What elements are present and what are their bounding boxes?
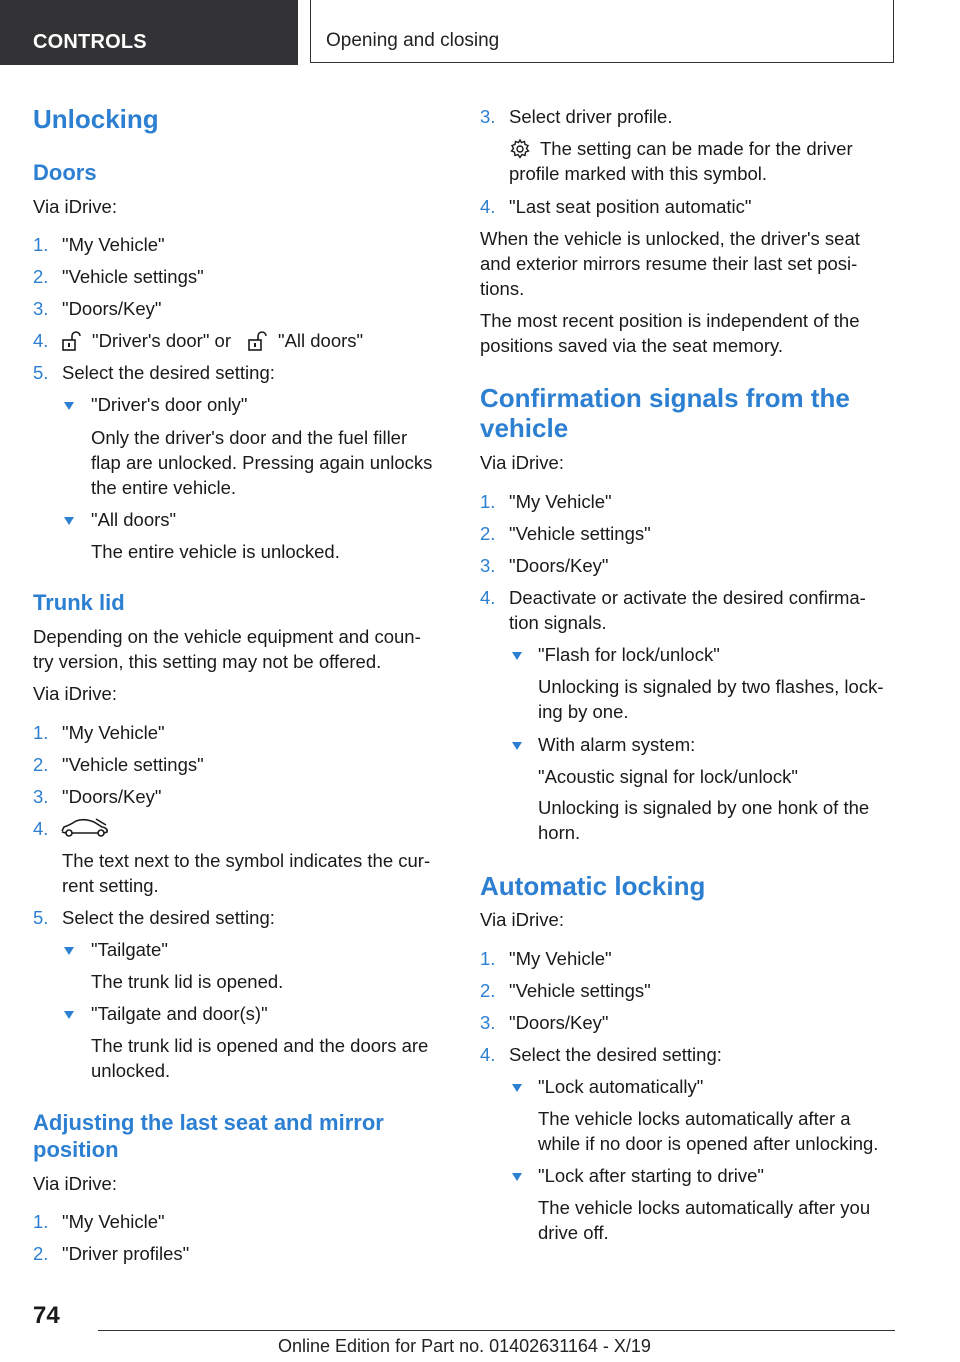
option-desc: Unlocking is signaled by two flashes, lock- (538, 676, 884, 697)
step-text: "Doors/Key" (509, 1012, 609, 1033)
option-desc: The vehicle locks automatically after you (538, 1197, 871, 1218)
step-number: 2. (33, 754, 49, 775)
footer-edition: Online Edition for Part no. 01402631164 - X/19 (278, 1336, 651, 1356)
option-desc: flap are unlocked. Pressing again unlocks (91, 452, 433, 473)
step-text: Select the desired setting: (509, 1044, 722, 1065)
step-number: 2. (33, 1243, 49, 1264)
step-number: 1. (33, 1211, 49, 1232)
option-desc: Unlocking is signaled by one honk of the (538, 797, 870, 818)
step-desc: The setting can be made for the driver (540, 138, 853, 159)
paragraph: try version, this setting may not be offered. (33, 651, 382, 672)
step-number: 2. (480, 523, 496, 544)
via-idrive: Via iDrive: (480, 909, 564, 930)
section-label: CONTROLS (33, 31, 147, 53)
step-desc: The text next to the symbol indicates the cur- (62, 850, 431, 871)
step-desc: rent setting. (62, 875, 159, 896)
step-text: "Doors/Key" (62, 298, 162, 319)
heading-confirmation-cont: vehicle (480, 413, 569, 443)
bullet-triangle-icon (64, 1011, 74, 1019)
option-text: "Tailgate" (91, 939, 168, 960)
option-text: "Tailgate and door(s)" (91, 1003, 268, 1024)
heading-trunk-lid: Trunk lid (33, 590, 125, 615)
step-number: 2. (33, 266, 49, 287)
heading-seat-mirror-cont: position (33, 1137, 119, 1162)
heading-automatic-locking: Automatic locking (480, 871, 706, 901)
chapter-label: Opening and closing (326, 30, 500, 51)
option-desc: "Acoustic signal for lock/unlock" (538, 766, 798, 787)
step-text: "My Vehicle" (62, 234, 165, 255)
step-number: 5. (33, 907, 49, 928)
step-number: 4. (480, 1044, 496, 1065)
bullet-triangle-icon (512, 652, 522, 660)
step-number: 3. (480, 1012, 496, 1033)
section-tab (0, 0, 298, 65)
option-desc: horn. (538, 822, 581, 843)
step-text: "My Vehicle" (62, 1211, 165, 1232)
step-number: 1. (480, 491, 496, 512)
heading-confirmation: Confirmation signals from the (480, 383, 850, 413)
option-desc: unlocked. (91, 1060, 171, 1081)
option-desc: The trunk lid is opened. (91, 971, 284, 992)
step-text: "My Vehicle" (509, 948, 612, 969)
step-number: 1. (33, 234, 49, 255)
step-text: "Vehicle settings" (62, 266, 204, 287)
gear-icon (509, 138, 531, 160)
option-desc: the entire vehicle. (91, 477, 237, 498)
unlock-icon (60, 330, 82, 352)
bullet-triangle-icon (64, 517, 74, 525)
step-number: 4. (480, 587, 496, 608)
step-text: "Vehicle settings" (62, 754, 204, 775)
step-text: "Doors/Key" (62, 786, 162, 807)
step-text: "Doors/Key" (509, 555, 609, 576)
step-number: 2. (480, 980, 496, 1001)
paragraph: Depending on the vehicle equipment and coun- (33, 626, 421, 647)
option-text: "Lock automatically" (538, 1076, 704, 1097)
step-text: "Driver profiles" (62, 1243, 190, 1264)
option-desc: ing by one. (538, 701, 629, 722)
unlock-icon (246, 330, 268, 352)
step-number: 1. (480, 948, 496, 969)
step-text: tion signals. (509, 612, 607, 633)
option-text: "Driver's door only" (91, 394, 248, 415)
via-idrive: Via iDrive: (33, 1173, 117, 1194)
heading-unlocking: Unlocking (33, 104, 159, 134)
step-text: Select the desired setting: (62, 362, 275, 383)
option-text: With alarm system: (538, 734, 696, 755)
step-text: Select the desired setting: (62, 907, 275, 928)
option-desc: while if no door is opened after unlocking. (538, 1133, 879, 1154)
option-text: "Lock after starting to drive" (538, 1165, 764, 1186)
option-desc: Only the driver's door and the fuel filler (91, 427, 408, 448)
heading-seat-mirror: Adjusting the last seat and mirror (33, 1110, 384, 1135)
bullet-triangle-icon (64, 402, 74, 410)
step-text: "My Vehicle" (509, 491, 612, 512)
step-number: 1. (33, 722, 49, 743)
option-text: "All doors" (91, 509, 177, 530)
step-desc: profile marked with this symbol. (509, 163, 768, 184)
bullet-triangle-icon (512, 1084, 522, 1092)
step-number: 5. (33, 362, 49, 383)
step-number: 4. (33, 818, 49, 839)
step-number: 3. (33, 298, 49, 319)
chapter-tab (310, 0, 894, 63)
step-text: "Vehicle settings" (509, 980, 651, 1001)
option-desc: The vehicle locks automatically after a (538, 1108, 851, 1129)
page-number: 74 (33, 1302, 60, 1329)
car-icon (60, 815, 110, 839)
paragraph: positions saved via the seat memory. (480, 335, 783, 356)
step-text: "My Vehicle" (62, 722, 165, 743)
step-text: "Driver's door" or (92, 330, 232, 351)
paragraph: The most recent position is independent of the (480, 310, 860, 331)
option-desc: The trunk lid is opened and the doors are (91, 1035, 429, 1056)
option-desc: drive off. (538, 1222, 609, 1243)
step-text: Select driver profile. (509, 106, 673, 127)
step-text: "All doors" (278, 330, 364, 351)
via-idrive: Via iDrive: (480, 452, 564, 473)
option-text: "Flash for lock/unlock" (538, 644, 720, 665)
step-text: Deactivate or activate the desired confirma- (509, 587, 866, 608)
bullet-triangle-icon (64, 947, 74, 955)
footer-divider (98, 1330, 895, 1331)
step-number: 3. (480, 555, 496, 576)
paragraph: tions. (480, 278, 525, 299)
step-text: "Vehicle settings" (509, 523, 651, 544)
step-text: "Last seat position automatic" (509, 196, 752, 217)
bullet-triangle-icon (512, 1173, 522, 1181)
via-idrive: Via iDrive: (33, 683, 117, 704)
paragraph: and exterior mirrors resume their last set posi- (480, 253, 858, 274)
step-number: 3. (480, 106, 496, 127)
via-idrive: Via iDrive: (33, 196, 117, 217)
step-number: 4. (33, 330, 49, 351)
heading-doors: Doors (33, 160, 97, 185)
bullet-triangle-icon (512, 742, 522, 750)
paragraph: When the vehicle is unlocked, the driver's seat (480, 228, 860, 249)
step-number: 4. (480, 196, 496, 217)
step-number: 3. (33, 786, 49, 807)
option-desc: The entire vehicle is unlocked. (91, 541, 340, 562)
